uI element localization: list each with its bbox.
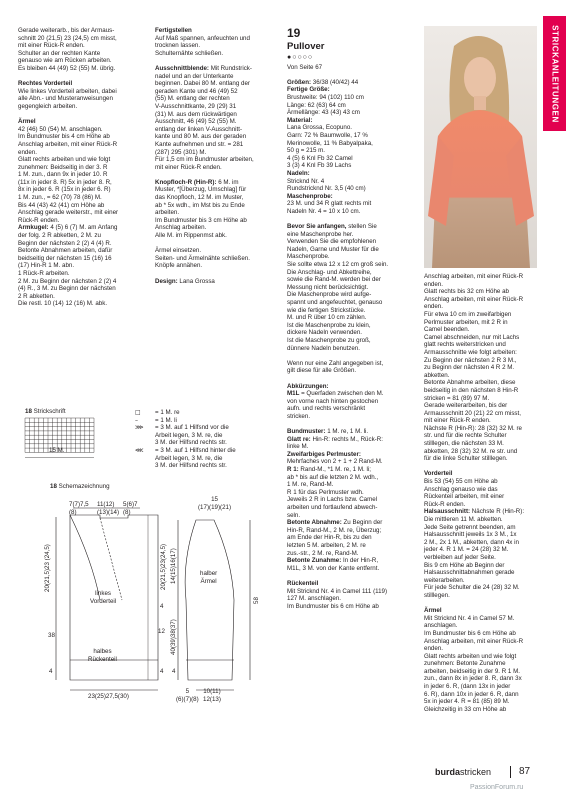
- chart-title: 18 Strickschrift: [25, 408, 66, 415]
- col3-heading-1: Fertige Größe:: [287, 86, 330, 94]
- dim-armhole-height: 20(21,5)23 (24,5): [44, 544, 51, 592]
- dim-sleeve-cap: 14(15)16(17): [170, 548, 177, 584]
- col2-para-3: Ausschnittblende: Mit Rundstrick- nadel und an der Unterkante beginnen. Dabei 80 M. entlang der geraden Kante und 46 (49) 52 (55) M. entlang der rechten V-Ausschnittkante, 29 (29) 31 (31) M. aus dem rückwärtigen Ausschnitt, 46 (49) 52 (55) M. entlang der linken V-Ausschnitt- kante und 80 M. aus der geraden Kante aufnehmen und str. = 281 (287) 295 (301) M. Für 1,5 cm im Bundmuster arbeiten, mit einer Rück-R enden.: [155, 64, 254, 171]
- dim-body-4: 4: [49, 668, 53, 675]
- col2-heading-0: Fertigstellen: [155, 27, 192, 34]
- col3-heading-19: Zweifarbiges Perlmuster:: [287, 450, 361, 458]
- pattern-reference: Von Seite 67: [287, 63, 323, 71]
- col3-heading-10: Bevor Sie anfangen,: [287, 223, 347, 231]
- col3-para-17: Bundmuster: 1 M. re, 1 M. li.: [287, 428, 369, 436]
- col1-para-0: Gerade weiterarb., bis der Armaus- schnitt 20 (21,5) 23 (24,5) cm misst, mit einer Rück-R enden. Schulter an der rechten Kante genauso wie am Rücken arbeiten. Es bleiben 44 (49) 52 (55) M. übrig.: [18, 27, 117, 72]
- dim-sleeve-bottom-1: 5 (6)(7)(8): [176, 688, 199, 703]
- dim-sleeve-top: 15 (17)(19)(21): [198, 496, 232, 511]
- col3-para-2: Brustweite: 94 (102) 110 cm Länge: 62 (63) 64 cm Ärmellänge: 43 (43) 43 cm: [287, 93, 364, 117]
- col3-heading-3: Material:: [287, 116, 313, 124]
- schematic-title: 18 Schemazeichnung: [50, 483, 110, 490]
- footer-brand: burdastricken: [435, 767, 492, 777]
- legend-item-3: ⋘ = 3 M. auf 1 Hilfsnd hinter die Arbeit legen, 3 M. re, die 3 M. der Hilfsnd rechts str.: [135, 446, 236, 470]
- col3-heading-14: Abkürzungen:: [287, 382, 329, 390]
- col3-para-12: Wenn nur eine Zahl angegeben ist, gilt diese für alle Größen.: [287, 359, 384, 375]
- dim-sleeve-length: 40(39)38(37): [170, 619, 177, 655]
- col3-para-6: Stricknd Nr. 4 Rundstricknd Nr. 3,5 (40 cm): [287, 177, 366, 193]
- legend-symbol-icon: □: [135, 409, 141, 416]
- dim-sleeve-58: 58: [253, 597, 260, 604]
- col3-para-15: M1L = Querfaden zwischen den M. von vorne nach hinten gestochen aufn. und rechts verschränkt stricken.: [287, 390, 384, 420]
- col2-para-7: Ärmel einsetzen. Seiten- und Ärmelnähte schließen. Knöpfe annähen.: [155, 247, 250, 270]
- legend-symbol-icon: ⋘: [135, 446, 144, 454]
- legend-symbol-icon: ⋙: [135, 424, 144, 432]
- dim-top-3: 5(6)7 (8): [123, 501, 138, 516]
- col3-para-18: Glatt re: Hin-R: rechts M., Rück-R: linke M.: [287, 435, 383, 451]
- col3-para-21: R 1: Rand-M., *1 M. re, 1 M. li; ab * bis auf die letzten 2 M. wdh., 1 M. re, Rand-M. R 1 für das Perlmuster wdh. Jeweils 2 R in Lachs bzw. Camel arbeiten und fortlaufend abwech- seln.: [287, 466, 379, 519]
- dim-mid-armhole: 20(21,5)23(24,5): [160, 543, 167, 590]
- col3-para-4: Lana Grossa, Ecopuno. Garn: 72 % Baumwolle, 17 % Merinowolle, 11 % Babyalpaka, 50 g = 215 m. 4 (5) 6 Knl Fb 32 Camel 3 (3) 4 Knl Fb 39 Lachs: [287, 124, 373, 170]
- col3-heading-25: Rückenteil: [287, 579, 319, 587]
- section-tab-label: STRICKANLEITUNGEN: [550, 24, 559, 123]
- front-piece-label: linkes Vorderteil: [90, 590, 117, 605]
- col3-heading-23: Betonte Zunahme:: [287, 557, 342, 565]
- dim-mid-12: 12: [158, 628, 165, 635]
- col2-para-1: Auf Maß spannen, anfeuchten und trocknen lassen. Schulternähte schließen.: [155, 34, 250, 57]
- dim-top-1: 7(7)7,5 (8): [69, 501, 89, 516]
- col1-para-7: Armkugel: 4 (5) 6 (7) M. am Anfang der folg. 2 R abketten, 2 M. zu Beginn der nächsten 2 (2) 4 (4) R. Betonte Abnahmen arbeiten, dafür beidseitig der nächsten 15 (16) 16 (17) Hin-R 1 M. abn. 1 Rück-R arbeiten. 2 M. zu Beginn der nächsten 2 (2) 4 (4) R., 3 M. zu Beginn der nächsten 2 R abketten. Die restl. 10 (14) 12 (16) M. abk.: [18, 224, 118, 308]
- chart-width-label: 15 M.: [49, 447, 65, 454]
- col3-heading-5: Nadeln:: [287, 169, 310, 177]
- dim-bottom-width: 23(25)27,5(30): [88, 693, 129, 700]
- col4-para-4: Halsausschnitt: Nächste R (Hin-R): Die mittleren 11 M. abketten. Jede Seite getrennt beenden, am Halsausschnitt jeweils 1x 3 M., 1x 2 M., 2x 1 M., abketten, dann 4x in jeder 4. R 1 M. = 24 (28) 32 M. verbleiben auf jeder Seite. Bis 9 cm Höhe ab Beginn der Halsausschnittabnahmen gerade weiterarbeiten. Für jede Schulter die 24 (28) 32 M. stilllegen.: [424, 508, 525, 599]
- legend-item-2: ⋙ = 3 M. auf 1 Hilfsnd vor die Arbeit legen, 3 M. re, die 3 M. der Hilfsnd rechts str.: [135, 424, 229, 447]
- col3-para-23: Betonte Zunahme: In der Hin-R, M1L, 3 M. von der Kante entfernt.: [287, 557, 380, 572]
- col3-para-10: Bevor Sie anfangen, stellen Sie eine Maschenprobe her. Verwenden Sie die empfohlenen Nadeln, Garne und Muster für die Maschenprobe. Sie sollte etwa 12 x 12 cm groß sein. Die Anschlag- und Abkettreihe, sowie die Rand-M. werden bei der Messung nicht berücksichtigt. Die Maschenprobe wird aufge- spannt und angefeuchtet, genauso wie die fertigen Strickstücke. M. und R über 10 cm zählen. Ist die Maschenprobe zu klein, dickere Nadeln verwenden. Ist die Maschenprobe zu groß, dünnere Nadeln benutzen.: [287, 223, 389, 352]
- dim-sleeve-4: 4: [172, 668, 176, 675]
- col4-para-7: Mit Stricknd Nr. 4 in Camel 57 M. anschlagen. Im Bundmuster bis 6 cm Höhe ab Anschlag arbeiten, mit einer Rück-R enden. Glatt rechts arbeiten und wie folgt zunehmen: Betonte Zunahme arbeiten, beidseitig in der 9. R 1 M. zun., dann 8x in jeder 8. R, dann 3x in jeder 6. R, (dann 13x in jeder 6. R), dann 10x in jeder 6. R, dann 5x in jeder 4. R = 81 (85) 89 M. Gleichzeitig in 33 cm Höhe ab: [424, 614, 524, 713]
- col3-para-20: Mehrfaches von 2 + 1 + 2 Rand-M.: [287, 458, 383, 466]
- footer-separator: [510, 766, 511, 778]
- pattern-number: 19: [287, 26, 301, 40]
- col1-heading-2: Rechtes Vorderteil: [18, 80, 73, 88]
- dim-mid-4: 4: [160, 603, 164, 610]
- col1-para-3: Wie linkes Vorderteil arbeiten, dabei alle Abn.- und Musteranweisungen gegengleich arbeiten.: [18, 87, 117, 110]
- col1-heading-5: Ärmel: [18, 118, 36, 126]
- page-number: 87: [519, 766, 531, 777]
- difficulty-rating: ●○○○○: [287, 54, 314, 61]
- col2-para-9: Design: Lana Grossa: [155, 277, 215, 285]
- col2-heading-5: Knopfloch-R (Hin-R):: [155, 178, 217, 186]
- col1-heading-7: Armkugel:: [18, 224, 49, 232]
- col3-heading-15: M1L: [287, 390, 300, 398]
- col2-para-5: Knopfloch-R (Hin-R): 6 M. im Muster, *[Überzug, Umschlag] für das Knopfloch, 12 M. im Muster, ab * 5x wdh., im Mst bis zu Ende arbeiten. Im Bundmuster bis 3 cm Höhe ab Anschlag arbeiten. Alle M. im Rippenmst abk.: [155, 178, 247, 240]
- col3-para-26: Mit Stricknd Nr. 4 in Camel 111 (119) 127 M. anschlagen. Im Bundmuster bis 6 cm Höhe ab: [287, 587, 388, 610]
- col3-heading-22: Betonte Abnahme:: [287, 519, 342, 527]
- legend-item-1: – = 1 M. li: [135, 416, 177, 424]
- dim-sleeve-bottom-2: 10(11) 12(13): [203, 688, 221, 703]
- col4-heading-6: Ärmel: [424, 607, 442, 615]
- legend-symbol-icon: –: [135, 416, 138, 424]
- col2-heading-3: Ausschnittblende:: [155, 64, 209, 72]
- legend-item-0: □ = 1 M. re: [135, 409, 180, 416]
- col4-para-3: Bis 53 (54) 55 cm Höhe ab Anschlag genauso wie das Rückenteil arbeiten, mit einer Rück-R enden.: [424, 478, 505, 508]
- dim-top-2: 11(12) (13)(14): [97, 501, 120, 516]
- col3-heading-18: Glatt re:: [287, 435, 311, 443]
- col4-para-0: Anschlag arbeiten, mit einer Rück-R enden. Glatt rechts bis 32 cm Höhe ab Anschlag arbeiten, mit einer Rück-R enden. Für etwa 10 cm im zweifarbigen Perlmuster arbeiten, mit 2 R in Camel beenden. Camel abschneiden, nur mit Lachs glatt rechts weiterstricken und Armausschnitte wie folgt arbeiten: Zu Beginn der nächsten 2 R 3 M., zu Beginn der nächsten 4 R 2 M. abketten. Betonte Abnahme arbeiten, diese beidseitig in den nächsten 8 Hin-R stricken = 81 (89) 97 M. Gerade weiterarbeiten, bis der Armausschnitt 20 (21) 22 cm misst, mit einer Rück-R enden. Nächste R (Hin-R): 28 (32) 32 M. re str. und für die rechte Schulter stilllegen, die nächsten 33 M. abketten, 28 (32) 32 M. re str. und für die linke Schulter stilllegen.: [424, 273, 524, 463]
- col4-heading-2: Vorderteil: [424, 470, 453, 478]
- col3-para-22: Betonte Abnahme: Zu Beginn der Hin-R, Rand-M., 2 M. re, Überzug; am Ende der Hin-R, bis zu den letzten 5 M. arbeiten, 2 M. re zus.-str., 2 M. re, Rand-M.: [287, 519, 383, 557]
- watermark: PassionForum.ru: [470, 784, 524, 791]
- col3-heading-17: Bundmuster:: [287, 428, 326, 436]
- dim-body-38: 38: [48, 632, 55, 639]
- col3-heading-0: Größen:: [287, 78, 312, 86]
- dim-mid-4b: 4: [160, 668, 164, 675]
- back-piece-label: halbes Rückenteil: [88, 648, 117, 663]
- col3-para-8: 23 M. und 34 R glatt rechts mit Nadeln Nr. 4 = 10 x 10 cm.: [287, 200, 372, 215]
- sleeve-piece-label: halber Ärmel: [200, 570, 218, 585]
- pattern-title: Pullover: [287, 41, 325, 52]
- col2-heading-9: Design:: [155, 277, 178, 285]
- col3-heading-7: Maschenprobe:: [287, 192, 333, 200]
- col4-heading-4: Halsausschnitt:: [424, 508, 471, 516]
- col1-para-6: 42 (46) 50 (54) M. anschlagen. Im Bundmuster bis 4 cm Höhe ab Anschlag arbeiten, mit einer Rück-R enden. Glatt rechts arbeiten und wie folgt zunehmen: Beidseitig in der 3. R 1 M. zun., dann 9x in jeder 10. R (11x in jeder 8. R) 5x in jeder 8. R, 8x in jeder 6. R (15x in jeder 6. R) 1 M. zun., = 62 (70) 78 (86) M. Bis 44 (43) 42 (41) cm Höhe ab Anschlag gerade weiterstr., mit einer Rück-R enden.: [18, 125, 119, 224]
- col3-para-0: Größen: 36/38 (40/42) 44: [287, 78, 359, 86]
- col3-heading-21: R 1:: [287, 466, 299, 474]
